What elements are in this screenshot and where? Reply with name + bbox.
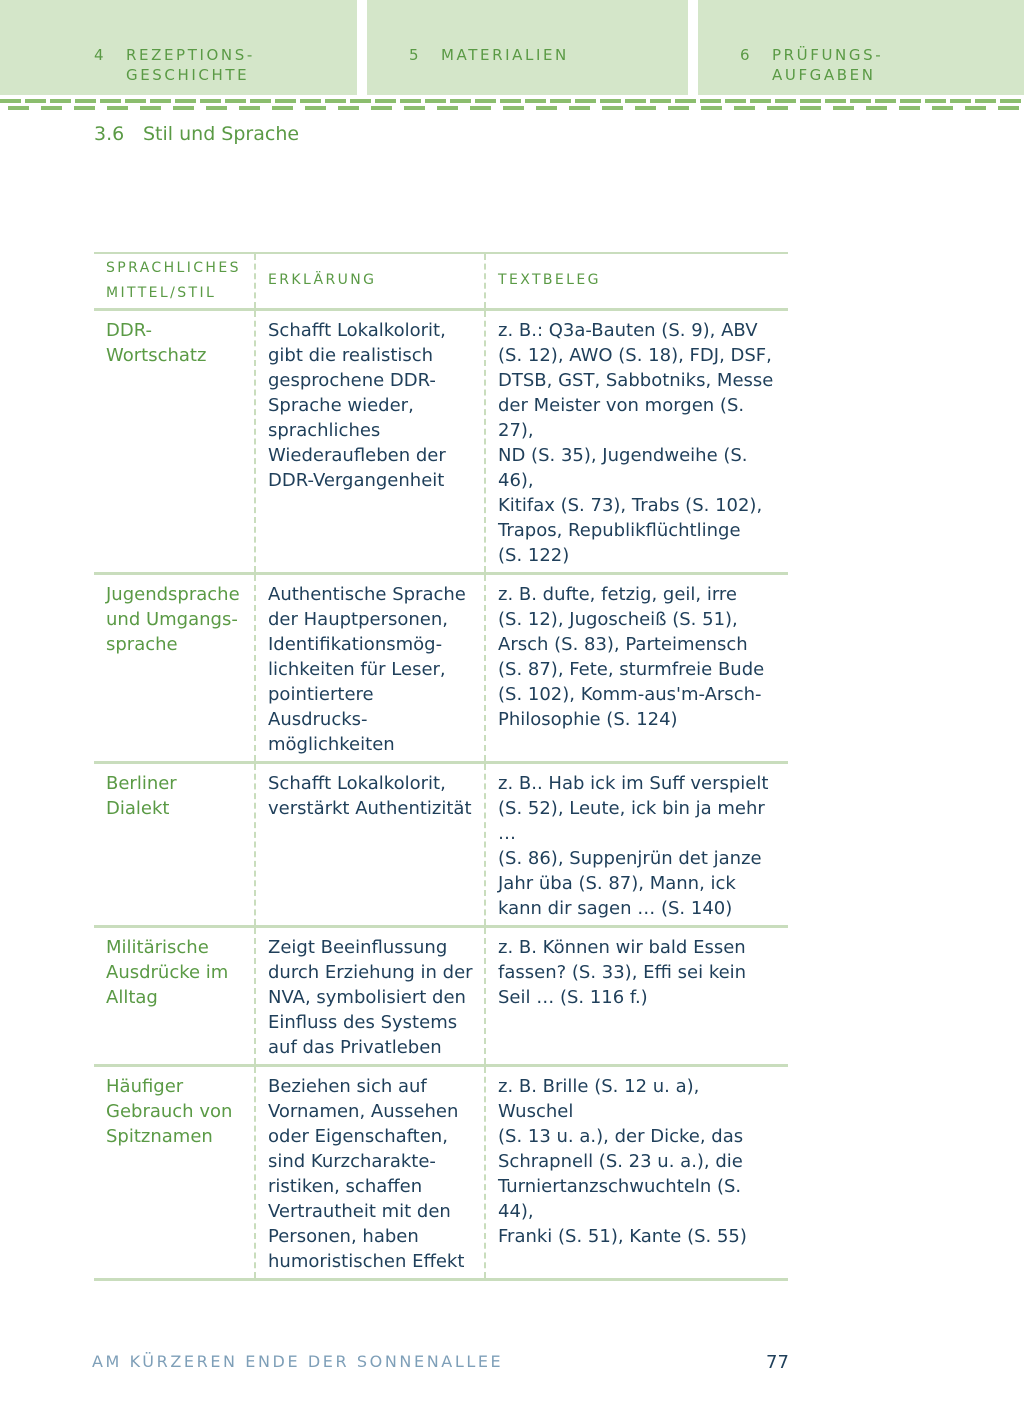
- cell-line: Turniertanzschwuchteln (S. 44),: [498, 1175, 742, 1222]
- cell-line: (S. 86), Suppenjrün det janze: [498, 847, 762, 869]
- cell-line: Identifikationsmög-: [268, 633, 443, 655]
- tab-label: MATERIALIEN: [441, 46, 569, 64]
- cell-line: möglichkeiten: [268, 733, 395, 755]
- table-row: [94, 762, 788, 926]
- cell-explanation: [255, 573, 485, 762]
- cell-term: [94, 573, 255, 762]
- cell-evidence: [485, 1065, 788, 1279]
- cell-line: durch Erziehung in der: [268, 961, 473, 983]
- tab-label: PRÜFUNGS- AUFGABEN: [772, 46, 884, 84]
- cell-line: z. B. dufte, fetzig, geil, irre: [498, 583, 738, 605]
- cell-line: Kitifax (S. 73), Trabs (S. 102),: [498, 494, 763, 516]
- tab-number: 4: [94, 46, 107, 64]
- cell-term: [94, 926, 255, 1065]
- table-row: [94, 573, 788, 762]
- cell-line: gesprochene DDR-: [268, 369, 436, 391]
- cell-explanation: [255, 1065, 485, 1279]
- cell-line: Spitznamen: [106, 1125, 213, 1147]
- cell-line: sprache: [106, 633, 178, 655]
- tab-number: 5: [409, 46, 422, 64]
- cell-evidence: [485, 573, 788, 762]
- cell-line: Vornamen, Aussehen: [268, 1100, 459, 1122]
- cell-line: Einfluss des Systems: [268, 1011, 458, 1033]
- cell-line: Berliner: [106, 772, 177, 794]
- style-language-table: [94, 252, 788, 1281]
- cell-line: Sprache wieder,: [268, 394, 414, 416]
- cell-line: gibt die realistisch: [268, 344, 434, 366]
- chapter-tabs: [0, 0, 1024, 95]
- cell-line: (S. 52), Leute, ick bin ja mehr …: [498, 797, 765, 844]
- cell-line: Philosophie (S. 124): [498, 708, 678, 730]
- cell-line: Ausdrücke im: [106, 961, 229, 983]
- cell-line: (S. 12), AWO (S. 18), FDJ, DSF,: [498, 344, 772, 366]
- cell-line: z. B.: Q3a-Bauten (S. 9), ABV: [498, 319, 758, 341]
- cell-line: Zeigt Beeinflussung: [268, 936, 448, 958]
- table-header-row: [94, 253, 788, 309]
- cell-term: [94, 309, 255, 573]
- cell-line: sprachliches: [268, 419, 381, 441]
- cell-line: (S. 12), Jugoscheiß (S. 51),: [498, 608, 738, 630]
- book-title: AM KÜRZEREN ENDE DER SONNENALLEE: [92, 1352, 504, 1371]
- cell-line: Beziehen sich auf: [268, 1075, 427, 1097]
- cell-line: Militärische: [106, 936, 209, 958]
- cell-line: Vertrautheit mit den: [268, 1200, 451, 1222]
- cell-explanation: [255, 309, 485, 573]
- cell-evidence: [485, 309, 788, 573]
- header-stilmittel: SPRACHLICHES MITTEL/STIL: [94, 253, 255, 309]
- cell-line: humoristischen Effekt: [268, 1250, 465, 1272]
- cell-evidence: [485, 926, 788, 1065]
- cell-line: Personen, haben: [268, 1225, 419, 1247]
- cell-line: Wortschatz: [106, 344, 207, 366]
- cell-line: DDR-Vergangenheit: [268, 469, 445, 491]
- tab-materialien[interactable]: [367, 0, 688, 95]
- cell-line: fassen? (S. 33), Effi sei kein: [498, 961, 747, 983]
- dashed-divider: [0, 106, 1024, 110]
- cell-line: (S. 102), Komm-aus'm-Arsch-: [498, 683, 762, 705]
- cell-line: (S. 87), Fete, sturmfreie Bude: [498, 658, 765, 680]
- cell-line: (S. 122): [498, 544, 570, 566]
- cell-line: Authentische Sprache: [268, 583, 466, 605]
- cell-line: Wiederaufleben der: [268, 444, 446, 466]
- cell-line: Alltag: [106, 986, 158, 1008]
- dashed-divider: [0, 99, 1024, 103]
- cell-line: oder Eigenschaften,: [268, 1125, 448, 1147]
- cell-explanation: [255, 926, 485, 1065]
- cell-line: pointiertere Ausdrucks-: [268, 683, 374, 730]
- cell-line: Seil … (S. 116 f.): [498, 986, 648, 1008]
- cell-term: [94, 762, 255, 926]
- cell-line: der Meister von morgen (S. 27),: [498, 394, 745, 441]
- page-number: 77: [766, 1352, 789, 1373]
- cell-line: Schafft Lokalkolorit,: [268, 319, 446, 341]
- cell-line: z. B. Können wir bald Essen: [498, 936, 746, 958]
- cell-line: DDR-: [106, 319, 152, 341]
- cell-line: z. B.. Hab ick im Suff verspielt: [498, 772, 769, 794]
- table-row: [94, 1065, 788, 1279]
- cell-line: Jugendsprache: [106, 583, 240, 605]
- cell-line: ND (S. 35), Jugendweihe (S. 46),: [498, 444, 748, 491]
- table-row: [94, 309, 788, 573]
- table-row: [94, 926, 788, 1065]
- section-title: Stil und Sprache: [143, 123, 300, 145]
- cell-line: und Umgangs-: [106, 608, 238, 630]
- cell-line: verstärkt Authentizität: [268, 797, 472, 819]
- cell-term: [94, 1065, 255, 1279]
- cell-line: auf das Privatleben: [268, 1036, 442, 1058]
- tab-rezeptionsgeschichte[interactable]: [0, 0, 357, 95]
- cell-line: z. B. Brille (S. 12 u. a), Wuschel: [498, 1075, 700, 1122]
- tab-number: 6: [740, 46, 753, 64]
- header-textbeleg: TEXTBELEG: [498, 272, 601, 289]
- cell-line: sind Kurzcharakte-: [268, 1150, 436, 1172]
- cell-line: Schafft Lokalkolorit,: [268, 772, 446, 794]
- tab-pruefungsaufgaben[interactable]: [698, 0, 1024, 95]
- cell-line: DTSB, GST, Sabbotniks, Messe: [498, 369, 774, 391]
- header-erklaerung: ERKLÄRUNG: [255, 253, 485, 309]
- cell-line: Häufiger: [106, 1075, 184, 1097]
- cell-line: Franki (S. 51), Kante (S. 55): [498, 1225, 747, 1247]
- cell-explanation: [255, 762, 485, 926]
- tab-label: REZEPTIONS- GESCHICHTE: [126, 46, 255, 84]
- cell-line: der Hauptpersonen,: [268, 608, 448, 630]
- cell-line: Jahr üba (S. 87), Mann, ick: [498, 872, 736, 894]
- cell-line: NVA, symbolisiert den: [268, 986, 466, 1008]
- cell-line: lichkeiten für Leser,: [268, 658, 446, 680]
- section-number: 3.6: [94, 123, 125, 145]
- cell-line: Arsch (S. 83), Parteimensch: [498, 633, 748, 655]
- cell-line: Schrapnell (S. 23 u. a.), die: [498, 1150, 743, 1172]
- cell-line: ristiken, schaffen: [268, 1175, 423, 1197]
- cell-line: Gebrauch von: [106, 1100, 233, 1122]
- cell-line: (S. 13 u. a.), der Dicke, das: [498, 1125, 744, 1147]
- cell-line: Trapos, Republikflüchtlinge: [498, 519, 741, 541]
- cell-evidence: [485, 762, 788, 926]
- cell-line: Dialekt: [106, 797, 170, 819]
- cell-line: kann dir sagen … (S. 140): [498, 897, 733, 919]
